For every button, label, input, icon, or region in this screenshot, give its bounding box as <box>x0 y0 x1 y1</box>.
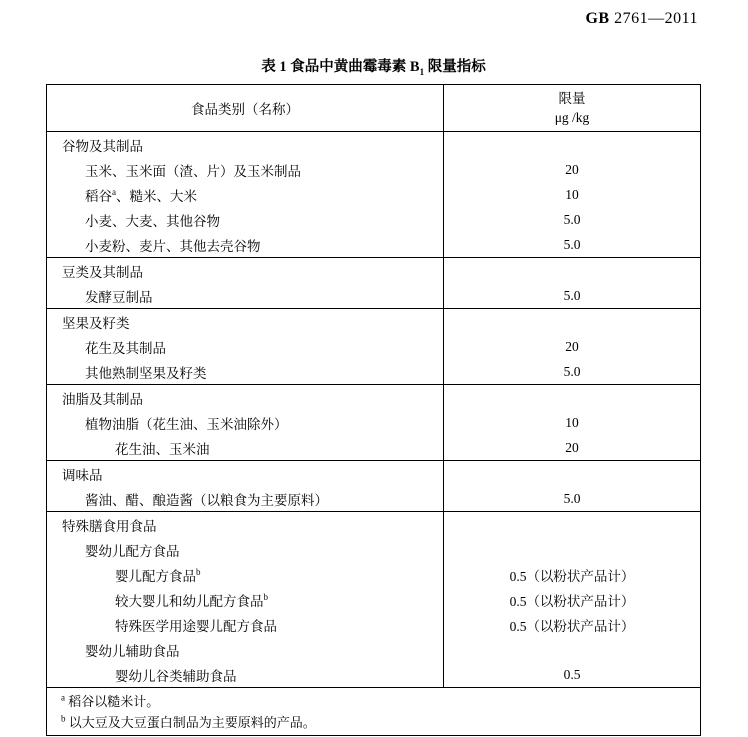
table-section <box>47 132 700 258</box>
food-category-cell: 婴幼儿辅助食品 <box>47 637 444 662</box>
table-title-text: 表 1 食品中黄曲霉毒素 B <box>261 59 420 75</box>
limit-cell: 10 <box>565 414 579 430</box>
food-category-cell: 婴幼儿谷类辅助食品 <box>47 662 444 687</box>
table-row <box>47 157 700 182</box>
food-category-cell: 花生及其制品 <box>47 334 444 359</box>
footnote: $^a$ 稻谷以糙米计。 <box>61 692 160 709</box>
limit-cell: 5.0 <box>563 236 581 252</box>
table-section <box>47 461 700 512</box>
table-row <box>47 410 700 435</box>
limit-cell: 5.0 <box>563 490 581 506</box>
table-row <box>47 512 700 537</box>
limit-cell: 20 <box>565 439 579 455</box>
food-category-cell: 调味品 <box>47 461 444 486</box>
limit-cell: 0.5（以粉状产品计） <box>509 593 635 609</box>
table-row <box>47 182 700 207</box>
table-title <box>46 55 701 77</box>
limit-cell: 20 <box>565 161 579 177</box>
limit-cell: 0.5 <box>563 666 581 682</box>
limit-cell: 5.0 <box>563 287 581 303</box>
food-category-cell: 发酵豆制品 <box>47 283 444 308</box>
limit-header <box>444 85 700 131</box>
footnote-marker: b <box>61 713 66 724</box>
limit-cell: 10 <box>565 186 579 202</box>
table-row <box>47 309 700 334</box>
food-category-cell: 特殊医学用途婴儿配方食品 <box>47 612 444 637</box>
food-category-cell: 婴儿配方食品 b <box>47 562 444 587</box>
table-body <box>47 132 700 688</box>
table-row <box>47 258 700 283</box>
limit-cell <box>444 537 700 562</box>
food-category-cell: 油脂及其制品 <box>47 385 444 410</box>
food-category-cell: 植物油脂（花生油、玉米油除外） <box>47 410 444 435</box>
table-row <box>47 637 700 662</box>
footnote-marker: a <box>61 692 65 703</box>
table-row <box>47 232 700 257</box>
table-section <box>47 385 700 461</box>
footnotes <box>47 688 700 735</box>
limit-cell <box>444 637 700 662</box>
table-row <box>47 435 700 460</box>
food-category-cell: 特殊膳食用食品 <box>47 512 444 537</box>
table-section <box>47 258 700 309</box>
limit-cell <box>444 461 700 486</box>
food-category-cell: 其他熟制坚果及籽类 <box>47 359 444 384</box>
food-category-cell: 小麦粉、麦片、其他去壳谷物 <box>47 232 444 257</box>
table-row <box>47 283 700 308</box>
table-section <box>47 309 700 385</box>
limit-cell <box>444 258 700 283</box>
limit-cell: 0.5（以粉状产品计） <box>509 568 635 584</box>
limit-cell: 0.5（以粉状产品计） <box>509 618 635 634</box>
table-row <box>47 207 700 232</box>
standard-number-prefix: GB <box>585 10 610 27</box>
limit-cell <box>444 132 700 157</box>
table-row <box>47 461 700 486</box>
table-row <box>47 385 700 410</box>
food-category-cell: 谷物及其制品 <box>47 132 444 157</box>
food-category-cell: 豆类及其制品 <box>47 258 444 283</box>
food-category-cell: 稻谷 a 、糙米、大米 <box>47 182 444 207</box>
table-row <box>47 612 700 637</box>
standard-number-rest: 2761—2011 <box>609 10 698 27</box>
table-row <box>47 662 700 687</box>
limit-header-unit: μg /kg <box>554 110 590 125</box>
limit-cell <box>444 309 700 334</box>
table-row <box>47 132 700 157</box>
footnote: $^b$ 以大豆及大豆蛋白制品为主要原料的产品。 <box>61 713 316 730</box>
food-category-cell: 酱油、醋、酿造酱（以粮食为主要原料） <box>47 486 444 511</box>
limits-table <box>46 84 701 736</box>
limit-cell <box>444 512 700 537</box>
limit-cell <box>444 385 700 410</box>
food-category-cell: 坚果及籽类 <box>47 309 444 334</box>
food-category-cell: 较大婴儿和幼儿配方食品 b <box>47 587 444 612</box>
limit-header-label: 限量 <box>558 91 586 106</box>
food-category-cell: 小麦、大麦、其他谷物 <box>47 207 444 232</box>
standard-number <box>585 10 698 28</box>
food-category-cell: 玉米、玉米面（渣、片）及玉米制品 <box>47 157 444 182</box>
table-row <box>47 359 700 384</box>
limit-cell: 20 <box>565 338 579 354</box>
table-header-row <box>47 85 700 132</box>
table-title-suffix: 限量指标 <box>424 59 486 75</box>
table-row <box>47 537 700 562</box>
table-section <box>47 512 700 688</box>
table-row <box>47 486 700 511</box>
food-category-cell: 花生油、玉米油 <box>47 435 444 460</box>
table-row <box>47 334 700 359</box>
food-category-cell: 婴幼儿配方食品 <box>47 537 444 562</box>
limit-cell: 5.0 <box>563 363 581 379</box>
table-title-subscript: 1 <box>419 66 425 77</box>
table-row <box>47 562 700 587</box>
table-row <box>47 587 700 612</box>
limit-cell: 5.0 <box>563 211 581 227</box>
food-category-header: 食品类别（名称） <box>47 85 444 131</box>
